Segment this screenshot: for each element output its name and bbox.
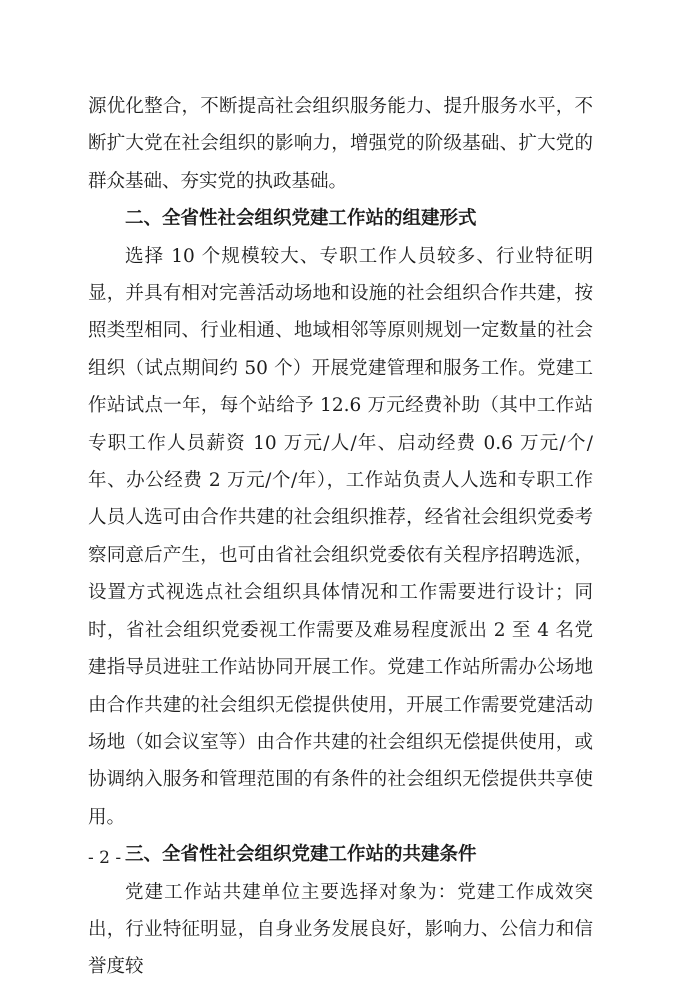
paragraph-organization-form: 选择 10 个规模较大、专职工作人员较多、行业特征明显，并具有相对完善活动场地和设施的社会组织合作共建，按照类型相同、行业相通、地域相邻等原则规划一定数量的社会组织（试点期间约 50 个）开展党建管理和服务工作。党建工作站试点一年，每个站给予 12.6 万元经费补助（其中工作站专职工作人员薪资 10 万元/人/年、启动经费 0.6 万元/个/年、办公经费 2 万元/个/年），工作站负责人人选和专职工作人员人选可由合作共建的社会组织推荐，经省社会组织党委考察同意后产生，也可由省社会组织党委依有关程序招聘选派，设置方式视选点社会组织具体情况和工作需要进行设计；同时，省社会组织党委视工作需要及难易程度派出 2 至 4 名党建指导员进驻工作站协同开展工作。党建工作站所需办公场地由合作共建的社会组织无偿提供使用，开展工作需要党建活动场地（如会议室等）由合作共建的社会组织无偿提供使用，或协调纳入服务和管理范围的有条件的社会组织无偿提供共享使用。 [88,245,593,828]
document-body [88,88,593,986]
section-heading-3: 三、全省性社会组织党建工作站的共建条件 [125,844,477,866]
section-heading-2: 二、全省性社会组织党建工作站的组建形式 [125,208,477,230]
paragraph-conditions: 党建工作站共建单位主要选择对象为：党建工作成效突出，行业特征明显，自身业务发展良好，影响力、公信力和信誉度较 [88,881,593,978]
page-number: - 2 - [88,848,122,868]
paragraph-continuation: 源优化整合，不断提高社会组织服务能力、提升服务水平，不断扩大党在社会组织的影响力，增强党的阶级基础、扩大党的群众基础、夯实党的执政基础。 [88,96,593,192]
